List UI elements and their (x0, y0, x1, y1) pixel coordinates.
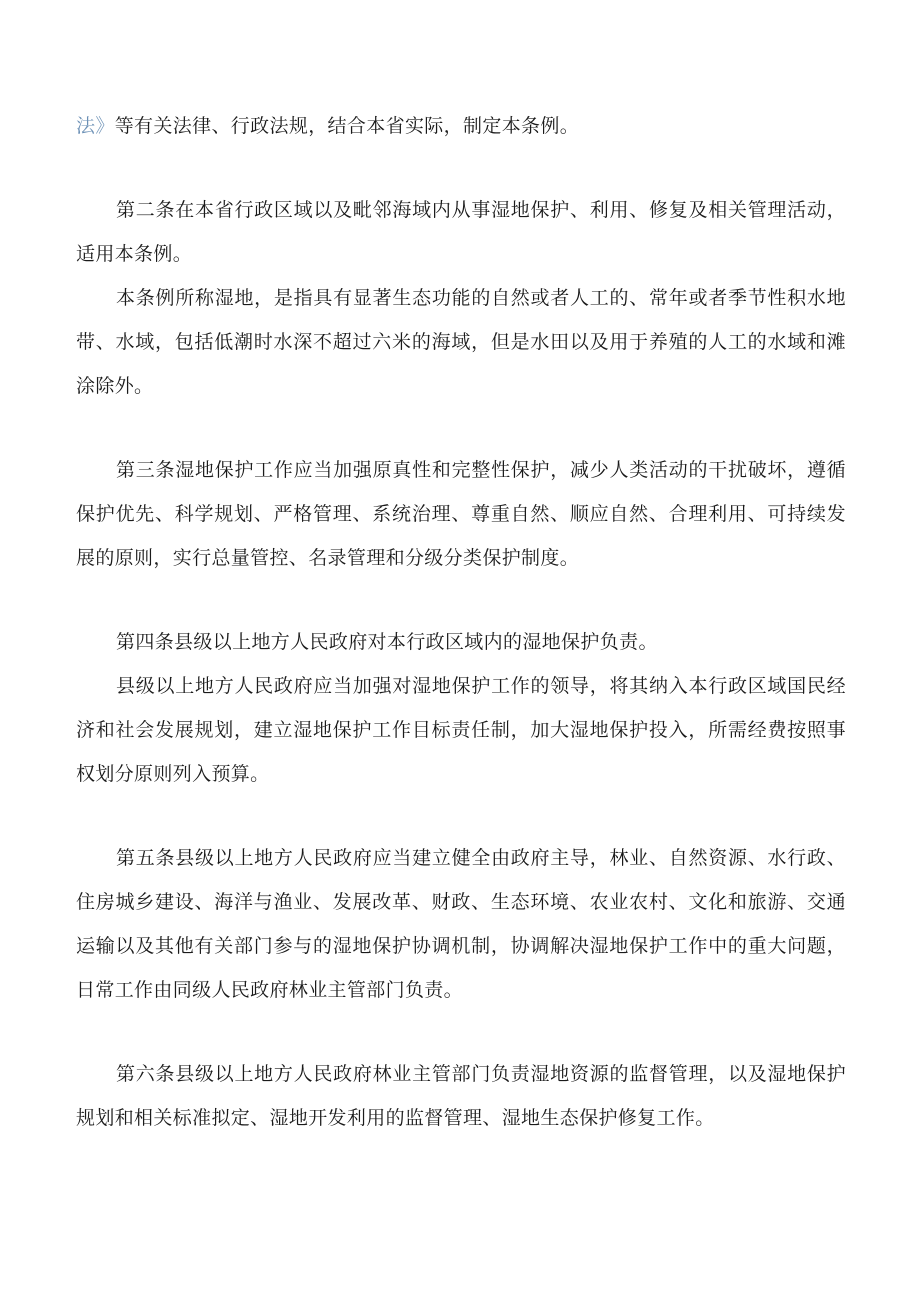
article-2 (76, 188, 846, 408)
article-2-paragraph-2: 本条例所称湿地，是指具有显著生态功能的自然或者人工的、常年或者季节性积水地带、水域，包括低潮时水深不超过六米的海域，但是水田以及用于养殖的人工的水域和滩涂除外。 (76, 287, 846, 397)
intro-paragraph (76, 104, 846, 148)
document-page (76, 104, 846, 1140)
article-4-paragraph-2: 县级以上地方人民政府应当加强对湿地保护工作的领导，将其纳入本行政区域国民经济和社会发展规划，建立湿地保护工作目标责任制，加大湿地保护投入，所需经费按照事权划分原则列入预算。 (76, 675, 846, 785)
article-2-paragraph-1: 第二条在本省行政区域以及毗邻海域内从事湿地保护、利用、修复及相关管理活动，适用本条例。 (76, 199, 846, 265)
article-6-paragraph-1: 第六条县级以上地方人民政府林业主管部门负责湿地资源的监督管理，以及湿地保护规划和相关标准拟定、湿地开发利用的监督管理、湿地生态保护修复工作。 (76, 1063, 846, 1129)
law-title-link[interactable]: 法》 (76, 115, 115, 137)
article-4-paragraph-1: 第四条县级以上地方人民政府对本行政区域内的湿地保护负责。 (116, 631, 658, 653)
article-5-paragraph-1: 第五条县级以上地方人民政府应当建立健全由政府主导，林业、自然资源、水行政、住房城乡建设、海洋与渔业、发展改革、财政、生态环境、农业农村、文化和旅游、交通运输以及其他有关部门参与的湿地保护协调机制，协调解决湿地保护工作中的重大问题，日常工作由同级人民政府林业主管部门负责。 (76, 847, 846, 1001)
article-3 (76, 448, 846, 580)
article-5 (76, 836, 846, 1012)
article-6 (76, 1052, 846, 1140)
article-3-paragraph-1: 第三条湿地保护工作应当加强原真性和完整性保护，减少人类活动的干扰破坏，遵循保护优先、科学规划、严格管理、系统治理、尊重自然、顺应自然、合理利用、可持续发展的原则，实行总量管控、名录管理和分级分类保护制度。 (76, 459, 846, 569)
article-4 (76, 620, 846, 796)
intro-text: 等有关法律、行政法规，结合本省实际，制定本条例。 (114, 115, 580, 137)
